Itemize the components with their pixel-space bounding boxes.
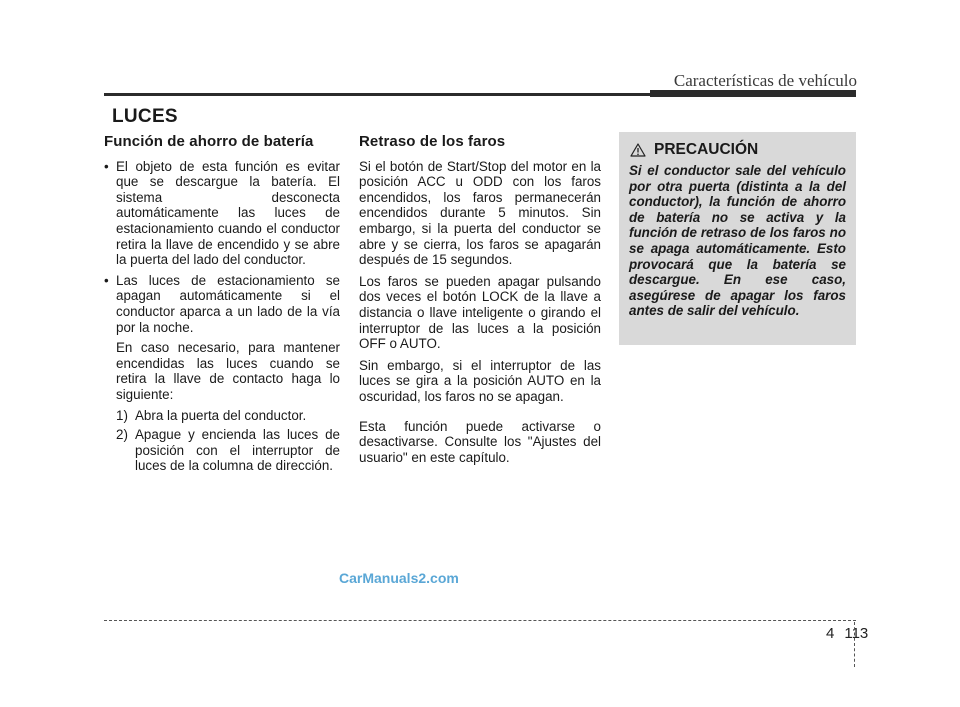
sub-paragraph: En caso necesario, para mantener encendidas las luces cuando se retira la llave de contacto haga lo siguiente: [116,340,340,402]
headlight-delay-heading: Retraso de los faros [359,133,506,150]
bullet-icon: • [104,272,109,288]
paragraph: Los faros se pueden apagar pulsando dos veces el botón LOCK de la llave a distancia o llave inteligente o girando el interruptor de las luces a la posición OFF o AUTO. [359,273,601,352]
paragraph: Sin embargo, si el interruptor de las luces se gira a la posición AUTO en la oscuridad, los faros no se apagan. [359,357,601,404]
footer-rule [104,620,856,621]
page-number [826,625,868,642]
battery-saver-heading: Función de ahorro de batería [104,133,314,150]
step-item [104,427,340,474]
paragraph: Esta función puede activarse o desactivarse. Consulte los "Ajustes del usuario" en este capítulo. [359,418,601,465]
step-text: Abra la puerta del conductor. [135,407,307,423]
list-item [104,273,340,335]
battery-saver-list [104,159,340,336]
column-headlight-delay [359,134,601,471]
step-number: 1) [116,407,128,423]
column-battery-saver [104,134,340,478]
paragraph: Si el botón de Start/Stop del motor en la posición ACC u ODD con los faros encendidos, los faros permanecerán encendidos durante 5 minutos. Sin embargo, si la puerta del conductor se abre y se cierra, los faros se apagarán después de 15 segundos. [359,158,601,268]
caution-box [619,132,856,345]
step-item [104,408,340,424]
footer-separator [854,622,855,667]
header-rule-accent [650,90,856,97]
caution-header [629,141,846,159]
watermark: CarManuals2.com [339,570,459,586]
section-title: LUCES [112,106,178,127]
bullet-icon: • [104,158,109,174]
step-number: 2) [116,427,128,443]
list-item [104,159,340,268]
caution-title: PRECAUCIÓN [654,141,759,158]
chapter-number: 4 [826,625,835,642]
chapter-title: Características de vehículo [673,71,857,90]
bullet-text: Las luces de estacionamiento se apagan automáticamente si el conductor aparca a un lado de la vía por la noche. [116,272,340,335]
page-number-value: 113 [844,625,869,642]
bullet-text: El objeto de esta función es evitar que se descargue la batería. El sistema desconecta automáticamente las luces de estacionamiento cuando el conductor retira la llave de encendido y se abre la puerta del lado del conductor. [116,158,340,268]
step-text: Apague y encienda las luces de posición con el interruptor de luces de la columna de dirección. [135,427,340,474]
caution-text: Si el conductor sale del vehículo por otra puerta (distinta a la del conductor), la función de ahorro de batería no se activa y la función de retraso de los faros no se apaga automáticamente. Esto provocará que la batería se descargue. En ese caso, asegúrese de apagar los faros antes de salir del vehículo. [629,163,846,319]
warning-triangle-icon [630,143,646,157]
